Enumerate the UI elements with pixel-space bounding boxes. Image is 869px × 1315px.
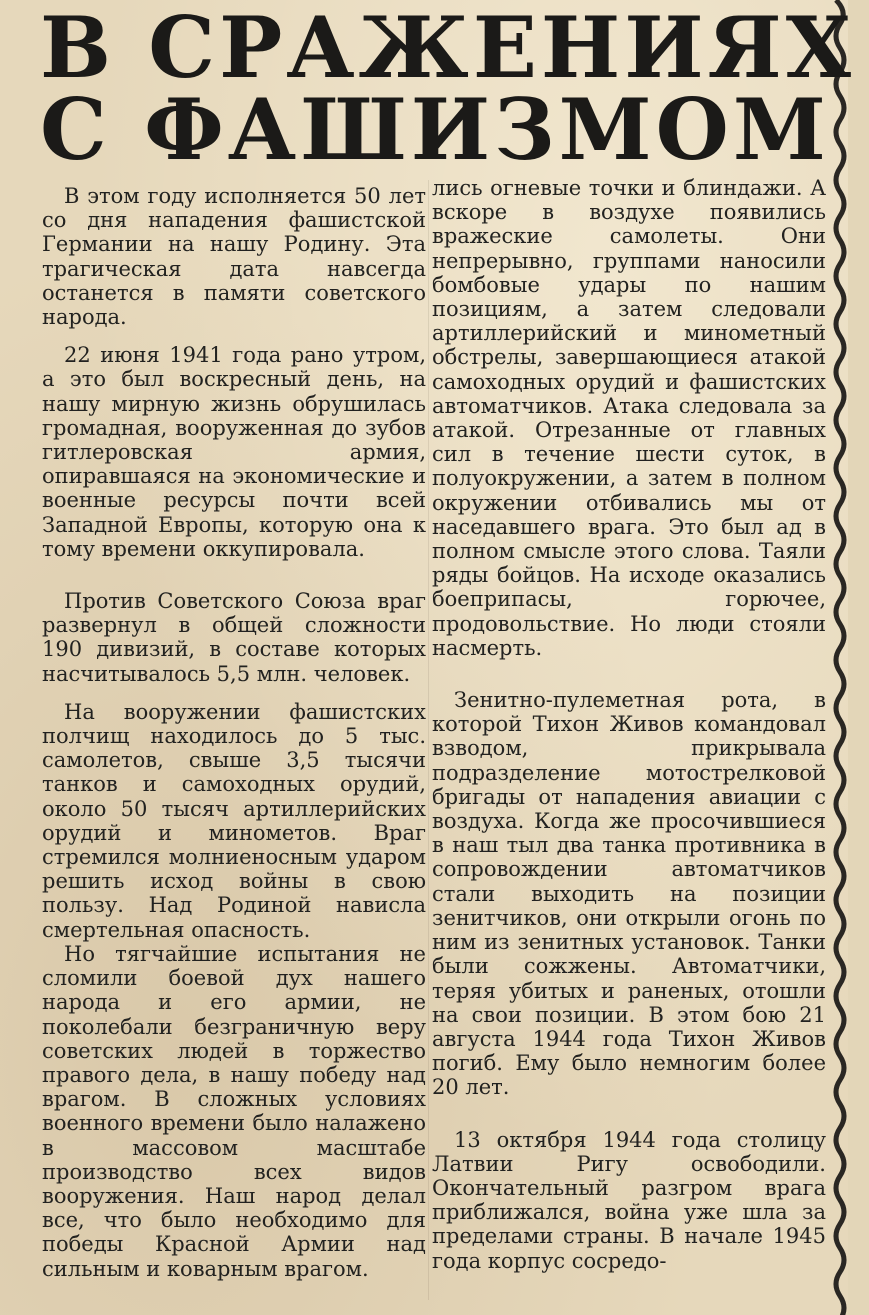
- article-paragraph: Но тягчайшие испытания не сломили боевой дух нашего народа и его армии, не поколебали безграничную веру советских людей в торжество правого дела, в нашу победу над врагом. В сложных условиях военного времени было налажено в массовом масштабе производство всех видов вооружения. Наш народ делал все, что было необходимо для победы Красной Армии над сильным и коварным врагом.: [42, 941, 426, 1281]
- article-paragraph: Против Советского Союза враг развернул в общей сложности 190 дивизий, в составе которых насчитывалось 5,5 млн. человек.: [42, 589, 426, 686]
- column-divider: [428, 180, 429, 1300]
- article-paragraph: 13 октября 1944 года столицу Латвии Ригу освободили. Окончательный разгром врага приближался, война уже шла за пределами страны. В начале 1945 года корпус сосредо-: [432, 1127, 826, 1273]
- article-paragraph: лись огневые точки и блиндажи. А вскоре в воздухе появились вражеские самолеты. Они непрерывно, группами наносили бомбовые удары по нашим позициям, а затем следовали артиллерийский и минометный обстрелы, завершающиеся атакой самоходных орудий и фашистских автоматчиков. Атака следовала за атакой. Отрезанные от главных сил в течение шести суток, в полуокружении, а затем в полном окружении отбивались мы от наседавшего врага. Это был ад в полном смысле этого слова. Таяли ряды бойцов. На исходе оказались боеприпасы, горючее, продовольствие. Но люди стояли насмерть.: [432, 176, 826, 660]
- article-paragraph: В этом году исполняется 50 лет со дня нападения фашистской Германии на нашу Родину. Эта трагическая дата навсегда останется в памяти советского народа.: [42, 184, 426, 330]
- article-paragraph: 22 июня 1941 года рано утром, а это был воскресный день, на нашу мирную жизнь обрушилась громадная, вооруженная до зубов гитлеровская армия, опиравшаяся на экономические и военные ресурсы почти всей Западной Европы, которую она к тому времени оккупировала.: [42, 343, 426, 561]
- article-paragraph: На вооружении фашистских полчищ находилось до 5 тыс. самолетов, свыше 3,5 тысячи танков и самоходных орудий, около 50 тысяч артиллерийских орудий и минометов. Враг стремился молниеносным ударом решить исход войны в свою пользу. Над Родиной нависла смертельная опасность.: [42, 699, 426, 942]
- article-paragraph: Зенитно-пулеметная рота, в которой Тихон Живов командовал взводом, прикрывала подразделение мотострелковой бригады от нападения авиации с воздуха. Когда же просочившиеся в наш тыл два танка противника в сопровождении автоматчиков стали выходить на позиции зенитчиков, они открыли огонь по ним из зенитных установок. Танки были сожжены. Автоматчики, теряя убитых и раненых, отошли на свои позиции. В этом бою 21 августа 1944 года Тихон Живов погиб. Ему было немногим более 20 лет.: [432, 688, 826, 1100]
- wavy-border-ornament: [822, 0, 862, 1315]
- article-left-column: [42, 184, 426, 1281]
- headline-line-1: В СРАЖЕНИЯХ: [40, 0, 855, 97]
- article-right-column: [432, 176, 826, 1273]
- headline-line-2: С ФАШИЗМОМ: [40, 80, 830, 179]
